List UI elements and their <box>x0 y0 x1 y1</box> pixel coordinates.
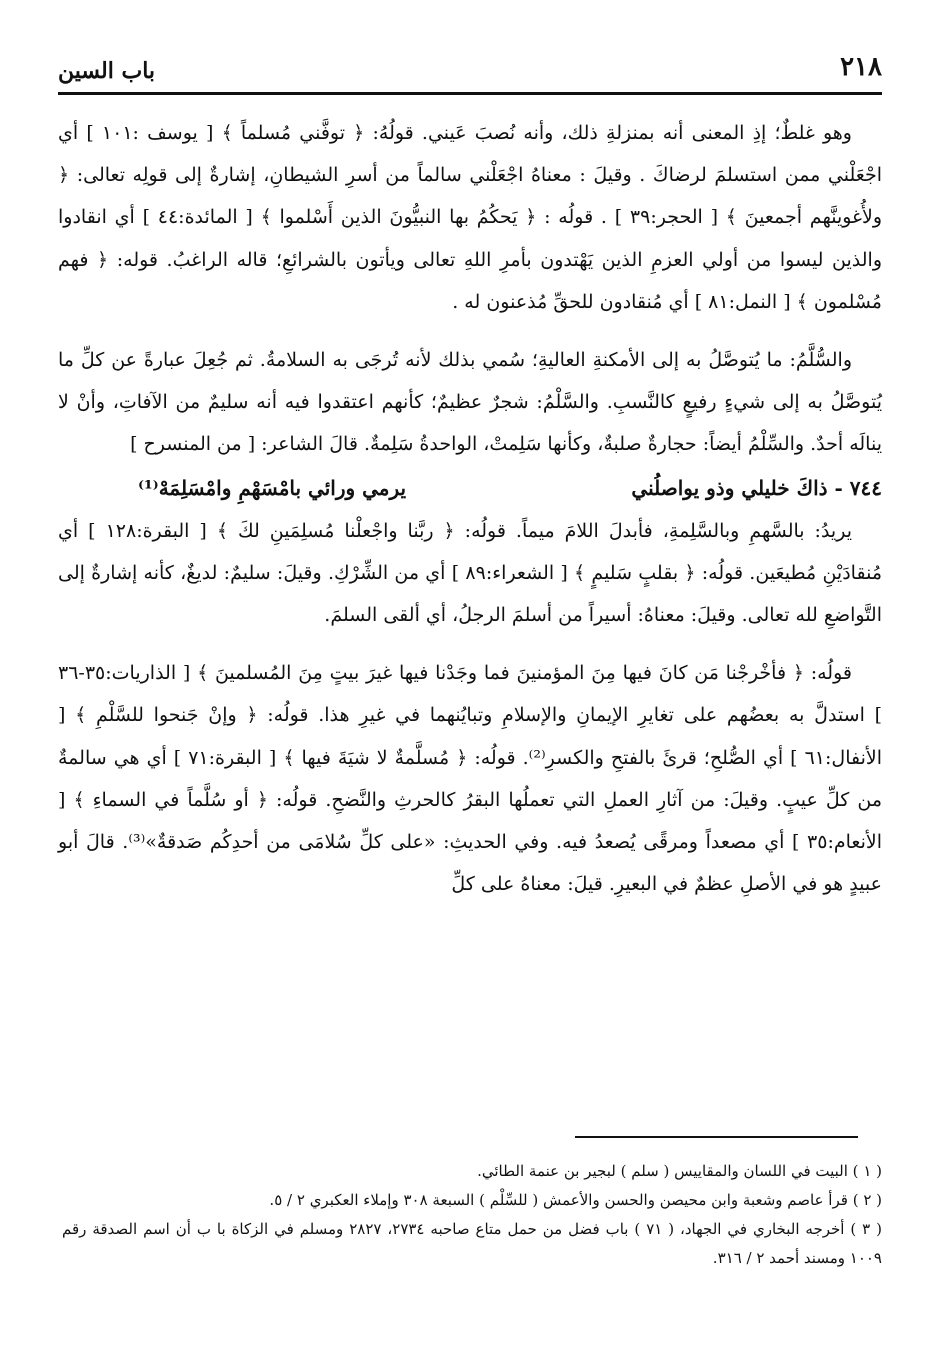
page-number: ٢١٨ <box>840 52 882 82</box>
poetry-verse <box>58 466 882 510</box>
paragraph-1: وهو غلطٌ؛ إذِ المعنى أنه بمنزلةِ ذلك، وأنه نُصبَ عَيني. قولُهُ: ﴿ توفَّني مُسلماً ﴾ [ يوسف :١٠١ ] أي اجْعَلْني ممن استسلمَ لرضاكَ . وقيلَ : معناهُ اجْعَلْني سالماً من أسرِ الشيطانِ، إشارةٌ إلى قولِه تعالى: ﴿ ولأُغوينَّهم أجمعينَ ﴾ [ الحجر:٣٩ ] . قولُه : ﴿ يَحكُمُ بها النبيُّونَ الذين أَسْلموا ﴾ [ المائدة:٤٤ ] أي انقادوا والذين ليسوا من أولي العزمِ الذين يَهْتدون بأمرِ اللهِ تعالى ويأتون بالشرائعِ؛ قاله الراغبُ. قوله: ﴿ فهم مُسْلمون ﴾ [ النمل:٨١ ] أي مُنقادون للحقِّ مُذعنون له . <box>58 122 882 313</box>
footnotes <box>62 1157 882 1273</box>
chapter-title: باب السين <box>58 58 156 84</box>
footnote-3: ( ٣ ) أخرجه البخاري في الجهاد، ( ٧١ ) باب فضل من حمل متاع صاحبه ٢٧٣٤، ٢٨٢٧ ومسلم في الزكاة با ب أن اسم الصدقة رقم ١٠٠٩ ومسند أحمد ٢ / ٣١٦. <box>62 1220 883 1267</box>
paragraph-2: والسُّلَّمُ: ما يُتوصَّلُ به إلى الأمكنةِ العاليةِ؛ سُمي بذلك لأنه تُرجَى به السلامةُ. ثم جُعِلَ عبارةً عن كلِّ ما يُتوصَّلُ به إلى شيءٍ رفيعٍ كالنَّسبِ. والسَّلْمُ: شجرٌ عظيمٌ؛ كأنهم اعتقدوا فيه أنه سليمٌ من الآفاتِ، وأنْ لا ينالَه أحدٌ. والسِّلْمُ أيضاً: حجارةٌ صلبةٌ، وكأنها سَلِمتْ، الواحدةُ سَلِمةٌ. قالَ الشاعر: [ من المنسرح ] <box>58 349 882 456</box>
main-text <box>58 112 882 905</box>
verse-first-hemistich: ٧٤٤ - ذاكَ خليلي وذو يواصلُني <box>631 475 882 500</box>
verse-second-hemistich: يرمي ورائي بامْسَهْمِ وامْسَلِمَهْ⁽¹⁾ <box>138 475 407 500</box>
footnote-divider <box>575 1136 858 1138</box>
paragraph-3: يريدُ: بالسَّهمِ وبالسَّلِمةِ، فأبدلَ اللامَ ميماً. قولُه: ﴿ ربَّنا واجْعلْنا مُسلِمَينِ لكَ ﴾ [ البقرة:١٢٨ ] أي مُنقادَيْنِ مُطيعَين. قولُه: ﴿ بقلبٍ سَليمٍ ﴾ [ الشعراء:٨٩ ] أي من الشِّرْكِ. وقيلَ: سليمٌ: لديغٌ، كأنه إشارةٌ إلى التَّواضعِ لله تعالى. وقيلَ: معناهُ: أسيراً من أسلمَ الرجلُ، أي ألقى السلمَ. <box>58 519 882 627</box>
footnote-2: ( ٢ ) قرأ عاصم وشعبة وابن محيصن والحسن والأعمش ( للسِّلْم ) السبعة ٣٠٨ وإملاء العكبري ٢ / ٥. <box>269 1191 882 1209</box>
footnote-1: ( ١ ) البيت في اللسان والمقاييس ( سلم ) لبجير بن عنمة الطائي. <box>477 1162 882 1180</box>
page-header <box>58 52 882 95</box>
paragraph-4: قولُه: ﴿ فأخْرجْنا مَن كانَ فيها مِنَ المؤمنينَ فما وجَدْنا فيها غيرَ بيتٍ مِنَ المُسلمينَ ﴾ [ الذاريات:٣٥-٣٦ ] استدلَّ به بعضُهم على تغايرِ الإيمانِ والإسلامِ وتبايُنهما في غيرِ هذا. قولُه: ﴿ وإنْ جَنحوا للسَّلْمِ ﴾ [ الأنفال:٦١ ] أي الصُّلحِ؛ قرئَ بالفتحِ والكسرِ⁽²⁾. قولُه: ﴿ مُسلَّمةٌ لا شيَةَ فيها ﴾ [ البقرة:٧١ ] أي هي سالمةٌ من كلِّ عيبٍ. وقيلَ: من آثارِ العملِ التي تعملُها البقرُ كالحرثِ والنَّضحِ. قولُه: ﴿ أو سُلَّماً في السماءِ ﴾ [ الأنعام:٣٥ ] أي مصعداً ومرقًى يُصعدُ فيه. وفي الحديثِ: «على كلِّ سُلامَى من أحدِكُم صَدقةٌ»⁽³⁾. قالَ أبو عبيدٍ هو في الأصلِ عظمٌ في البعيرِ. قيلَ: معناهُ على كلِّ <box>58 662 883 896</box>
